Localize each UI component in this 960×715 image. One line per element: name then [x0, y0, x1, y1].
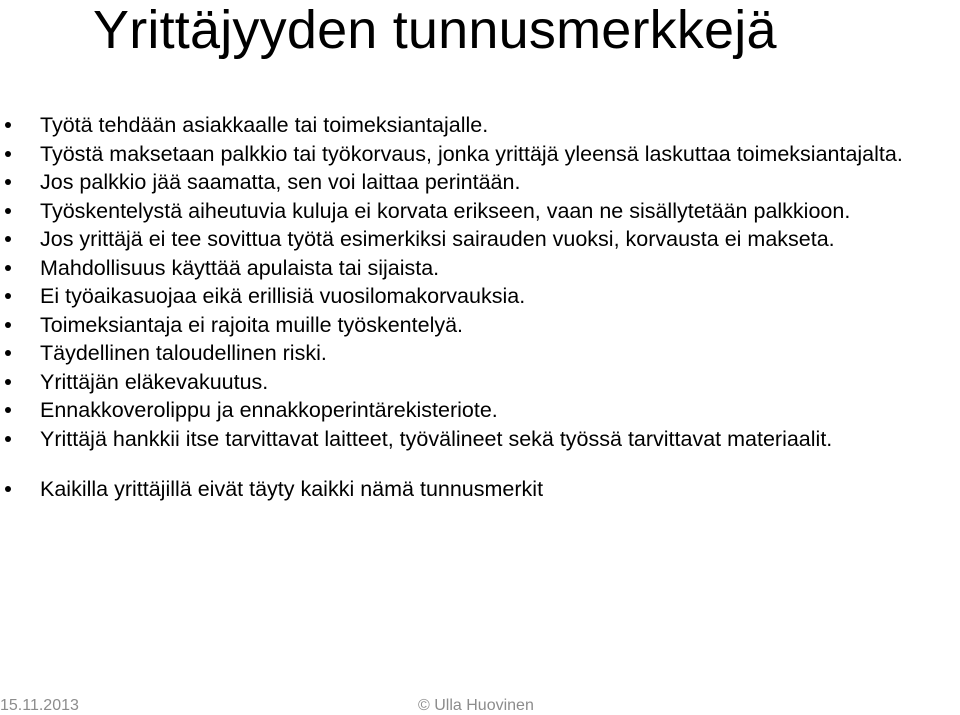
bullet-dot-icon [5, 379, 11, 385]
bullet-item [0, 428, 960, 452]
bullet-item [0, 314, 960, 338]
bullet-item [0, 228, 960, 252]
bullet-text: Mahdollisuus käyttää apulaista tai sijaista. [40, 255, 440, 280]
bullet-item [0, 143, 960, 167]
bullet-dot-icon [5, 293, 11, 299]
bullet-text: Ennakkoverolippu ja ennakkoperintärekisteriote. [40, 398, 498, 422]
bullet-item [0, 399, 960, 423]
bullet-dot-icon [5, 122, 11, 128]
bullet-text: Työstä maksetaan palkkio tai työkorvaus, jonka yrittäjä yleensä laskuttaa toimeksiantajalta. [40, 141, 903, 166]
bullet-item [0, 200, 960, 224]
bullet-text: Työskentelystä aiheutuvia kuluja ei korvata erikseen, vaan ne sisällytetään palkkioon. [40, 198, 851, 223]
bullet-dot-icon [5, 179, 11, 185]
bullet-item [0, 257, 960, 281]
bullet-text: Kaikilla yrittäjillä eivät täyty kaikki nämä tunnusmerkit [40, 477, 544, 501]
bullet-item-summary [0, 478, 960, 502]
bullet-item [0, 285, 960, 309]
bullet-text: Ei työaikasuojaa eikä erillisiä vuosilomakorvauksia. [40, 284, 526, 308]
bullet-text: Yrittäjän eläkevakuutus. [40, 369, 269, 394]
bullet-dot-icon [5, 436, 11, 442]
bullet-dot-icon [5, 236, 11, 242]
bullet-text: Jos palkkio jää saamatta, sen voi laittaa perintään. [40, 170, 521, 194]
bullet-text: Täydellinen taloudellinen riski. [40, 341, 327, 365]
bullet-item [0, 114, 960, 138]
footer-date: 15.11.2013 [0, 697, 79, 714]
bullet-text: Yrittäjä hankkii itse tarvittavat laitteet, työvälineet sekä työssä tarvittavat materiaalit. [40, 426, 833, 451]
bullet-dot-icon [5, 407, 11, 413]
bullet-text: Jos yrittäjä ei tee sovittua työtä esimerkiksi sairauden vuoksi, korvausta ei makseta. [40, 227, 835, 251]
bullet-dot-icon [5, 322, 11, 328]
bullet-text: Toimeksiantaja ei rajoita muille työskentelyä. [40, 312, 464, 337]
bullet-dot-icon [5, 486, 11, 492]
footer-author: © Ulla Huovinen [418, 697, 534, 714]
bullet-item [0, 171, 960, 195]
bullet-item [0, 342, 960, 366]
bullet-dot-icon [5, 151, 11, 157]
bullet-item [0, 371, 960, 395]
bullet-list [0, 114, 960, 507]
bullet-dot-icon [5, 265, 11, 271]
bullet-dot-icon [5, 350, 11, 356]
slide-title: Yrittäjyyden tunnusmerkkejä [93, 0, 777, 60]
bullet-text: Työtä tehdään asiakkaalle tai toimeksiantajalle. [40, 113, 489, 137]
bullet-dot-icon [5, 208, 11, 214]
